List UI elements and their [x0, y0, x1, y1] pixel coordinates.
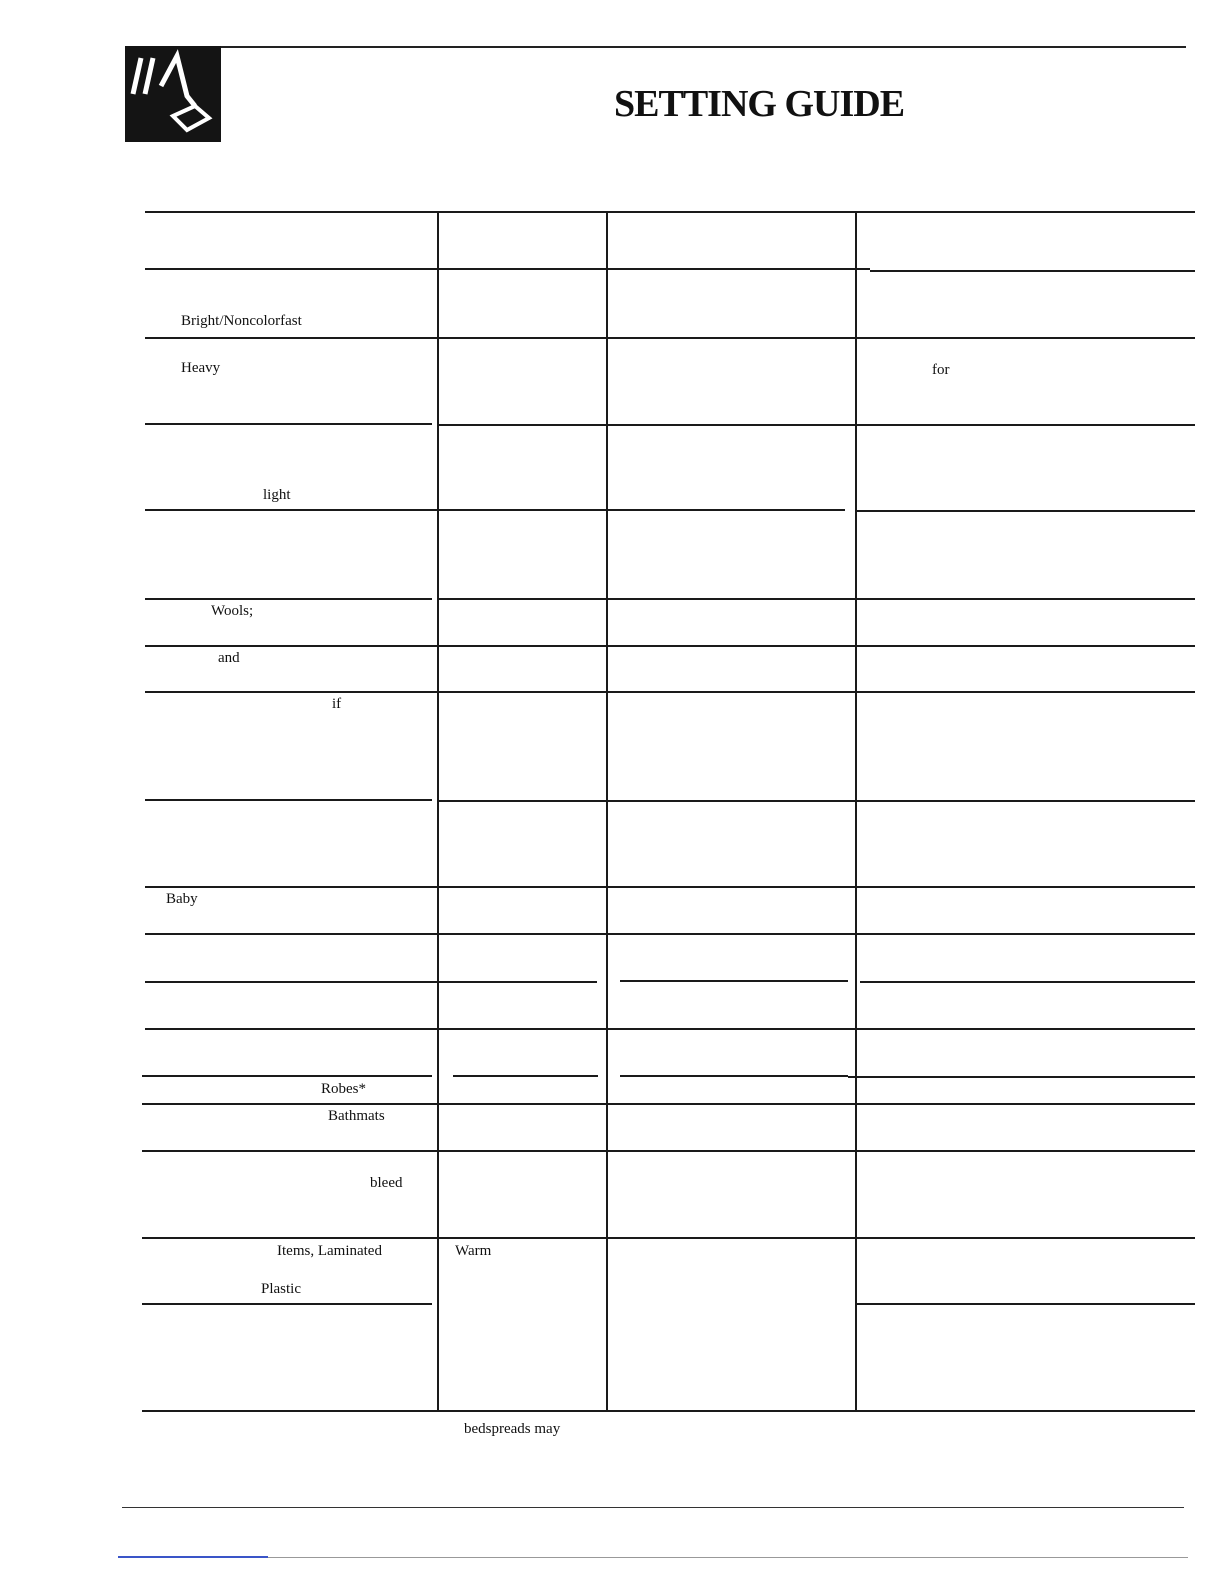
footer-rule: [122, 1507, 1184, 1508]
row-divider: [145, 211, 1195, 213]
row-divider: [145, 1028, 1195, 1030]
cell-items-laminated: Items, Laminated: [277, 1243, 382, 1259]
row-divider: [142, 1303, 432, 1305]
row-divider: [145, 691, 1195, 693]
row-divider: [437, 800, 1195, 802]
row-divider: [145, 799, 432, 801]
row-divider: [620, 886, 1195, 888]
row-divider: [145, 981, 597, 983]
cell-if: if: [332, 696, 342, 712]
row-divider: [855, 1303, 1195, 1305]
row-divider: [145, 598, 432, 600]
row-divider: [142, 1150, 1195, 1152]
cell-for: for: [932, 362, 950, 378]
row-divider: [855, 510, 1195, 512]
cell-bleed: bleed: [370, 1175, 403, 1191]
row-divider: [620, 1075, 848, 1077]
row-divider: [437, 598, 1195, 600]
column-divider: [855, 212, 857, 1412]
row-divider: [860, 981, 1195, 983]
footnote: bedspreads may: [464, 1421, 561, 1437]
hand-pressing-button-icon: [125, 46, 221, 142]
row-divider: [142, 1075, 432, 1077]
cell-bathmats: Bathmats: [328, 1108, 385, 1124]
cell-wools: Wools;: [211, 603, 254, 619]
row-divider: [145, 933, 1195, 935]
row-divider: [145, 337, 1195, 339]
row-divider: [870, 270, 1195, 272]
row-divider: [620, 980, 848, 982]
row-divider: [142, 1410, 1195, 1412]
cell-light: light: [263, 487, 291, 503]
row-divider: [142, 1103, 1195, 1105]
header-rule: [221, 46, 1186, 48]
cell-bright-noncolorfast: Bright/Noncolorfast: [181, 313, 302, 329]
row-divider: [848, 1076, 1195, 1078]
column-divider: [606, 212, 608, 1412]
row-divider: [437, 424, 1195, 426]
cell-warm: Warm: [455, 1243, 492, 1259]
row-divider: [145, 268, 870, 270]
row-divider: [145, 645, 1195, 647]
row-divider: [145, 886, 620, 888]
cell-plastic: Plastic: [261, 1281, 301, 1297]
row-divider: [142, 1237, 1195, 1239]
cell-and: and: [218, 650, 240, 666]
row-divider: [453, 1075, 598, 1077]
row-divider: [145, 509, 845, 511]
cell-heavy: Heavy: [181, 360, 221, 376]
cell-baby: Baby: [166, 891, 198, 907]
column-divider: [437, 212, 439, 1412]
row-divider: [145, 423, 432, 425]
cell-robes: Robes*: [321, 1081, 366, 1097]
page-title: SETTING GUIDE: [614, 83, 905, 125]
footer-link-rule: [118, 1556, 268, 1558]
footer-rule-light: [268, 1557, 1188, 1558]
